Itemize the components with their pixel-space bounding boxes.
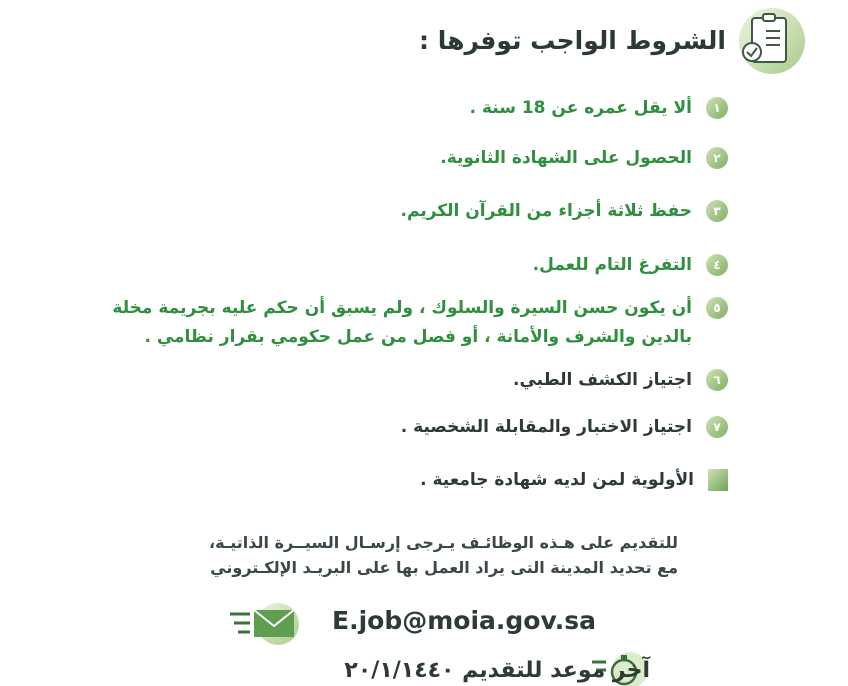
item-number-badge: ٤ <box>706 254 728 276</box>
condition-text: الحصول على الشهادة الثانوية. <box>440 148 692 168</box>
condition-item <box>440 144 728 173</box>
envelope-icon <box>228 602 302 646</box>
condition-text: حفظ ثلاثة أجزاء من القرآن الكريم. <box>400 201 692 221</box>
condition-item <box>112 294 728 352</box>
condition-text: التفرغ التام للعمل. <box>532 255 692 275</box>
apply-line: مع تحديد المدينة التى يراد العمل بها على البريـد الإلكـتروني <box>210 558 678 577</box>
apply-line: للتقديم على هـذه الوظائـف يـرجى إرسـال السيــرة الذاتيـة، <box>209 533 678 552</box>
condition-item <box>420 466 728 495</box>
condition-text: ألا يقل عمره عن 18 سنة . <box>469 98 692 118</box>
page-title: الشروط الواجب توفرها : <box>419 26 726 55</box>
item-number-badge: ٥ <box>706 297 728 319</box>
condition-text: اجتياز الكشف الطبي. <box>513 370 692 390</box>
condition-item <box>401 197 728 226</box>
item-number-badge: ٢ <box>706 147 728 169</box>
item-number-badge: ٣ <box>706 200 728 222</box>
deadline-text: آخر موعد للتقديم ٢٠/١/١٤٤٠ <box>344 658 650 683</box>
item-number-badge: ٦ <box>706 369 728 391</box>
condition-item <box>513 366 728 395</box>
apply-instructions <box>209 530 678 580</box>
condition-item <box>470 94 728 123</box>
clipboard-check-icon <box>732 4 806 78</box>
condition-text: الأولوية لمن لديه شهادة جامعية . <box>420 470 694 490</box>
condition-item <box>401 413 728 442</box>
condition-text: اجتياز الاختبار والمقابلة الشخصية . <box>400 417 692 437</box>
condition-item <box>533 251 728 280</box>
item-number-badge: ٧ <box>706 416 728 438</box>
square-bullet-icon <box>708 469 728 491</box>
condition-text: أن يكون حسن السيرة والسلوك ، ولم يسبق أن حكم عليه بجريمة مخلة بالدين والشرف والأمانة ، أو فصل من عمل حكومي بقرار نظامي . <box>112 298 692 347</box>
item-number-badge: ١ <box>706 97 728 119</box>
contact-email[interactable]: E.job@moia.gov.sa <box>332 606 596 635</box>
